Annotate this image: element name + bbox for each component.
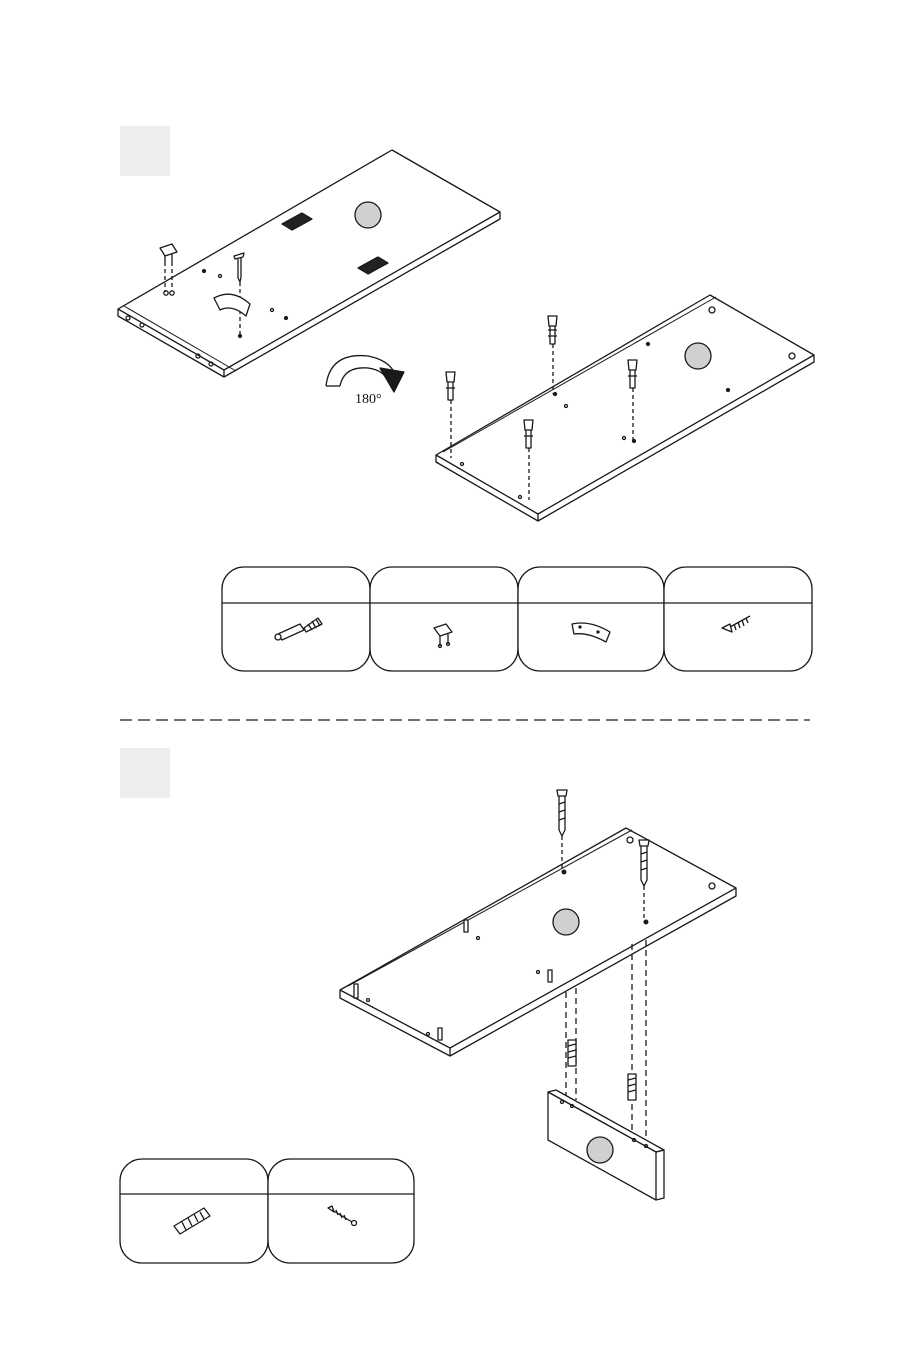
part-marker-d bbox=[587, 1137, 613, 1163]
part-marker-a bbox=[355, 202, 381, 228]
part-marker-c bbox=[553, 909, 579, 935]
panel-d bbox=[548, 1090, 664, 1200]
panel-c bbox=[340, 828, 736, 1056]
panel-a bbox=[118, 150, 500, 377]
cam-bolt-1 bbox=[548, 316, 557, 394]
panel-b bbox=[436, 295, 814, 521]
part-marker-b bbox=[685, 343, 711, 369]
hardware-legend-2 bbox=[120, 1159, 414, 1263]
hardware-legend-1 bbox=[222, 567, 812, 671]
rotation-arrow bbox=[326, 356, 404, 392]
rotation-label: 180° bbox=[355, 392, 382, 407]
long-screw-1 bbox=[557, 790, 567, 872]
